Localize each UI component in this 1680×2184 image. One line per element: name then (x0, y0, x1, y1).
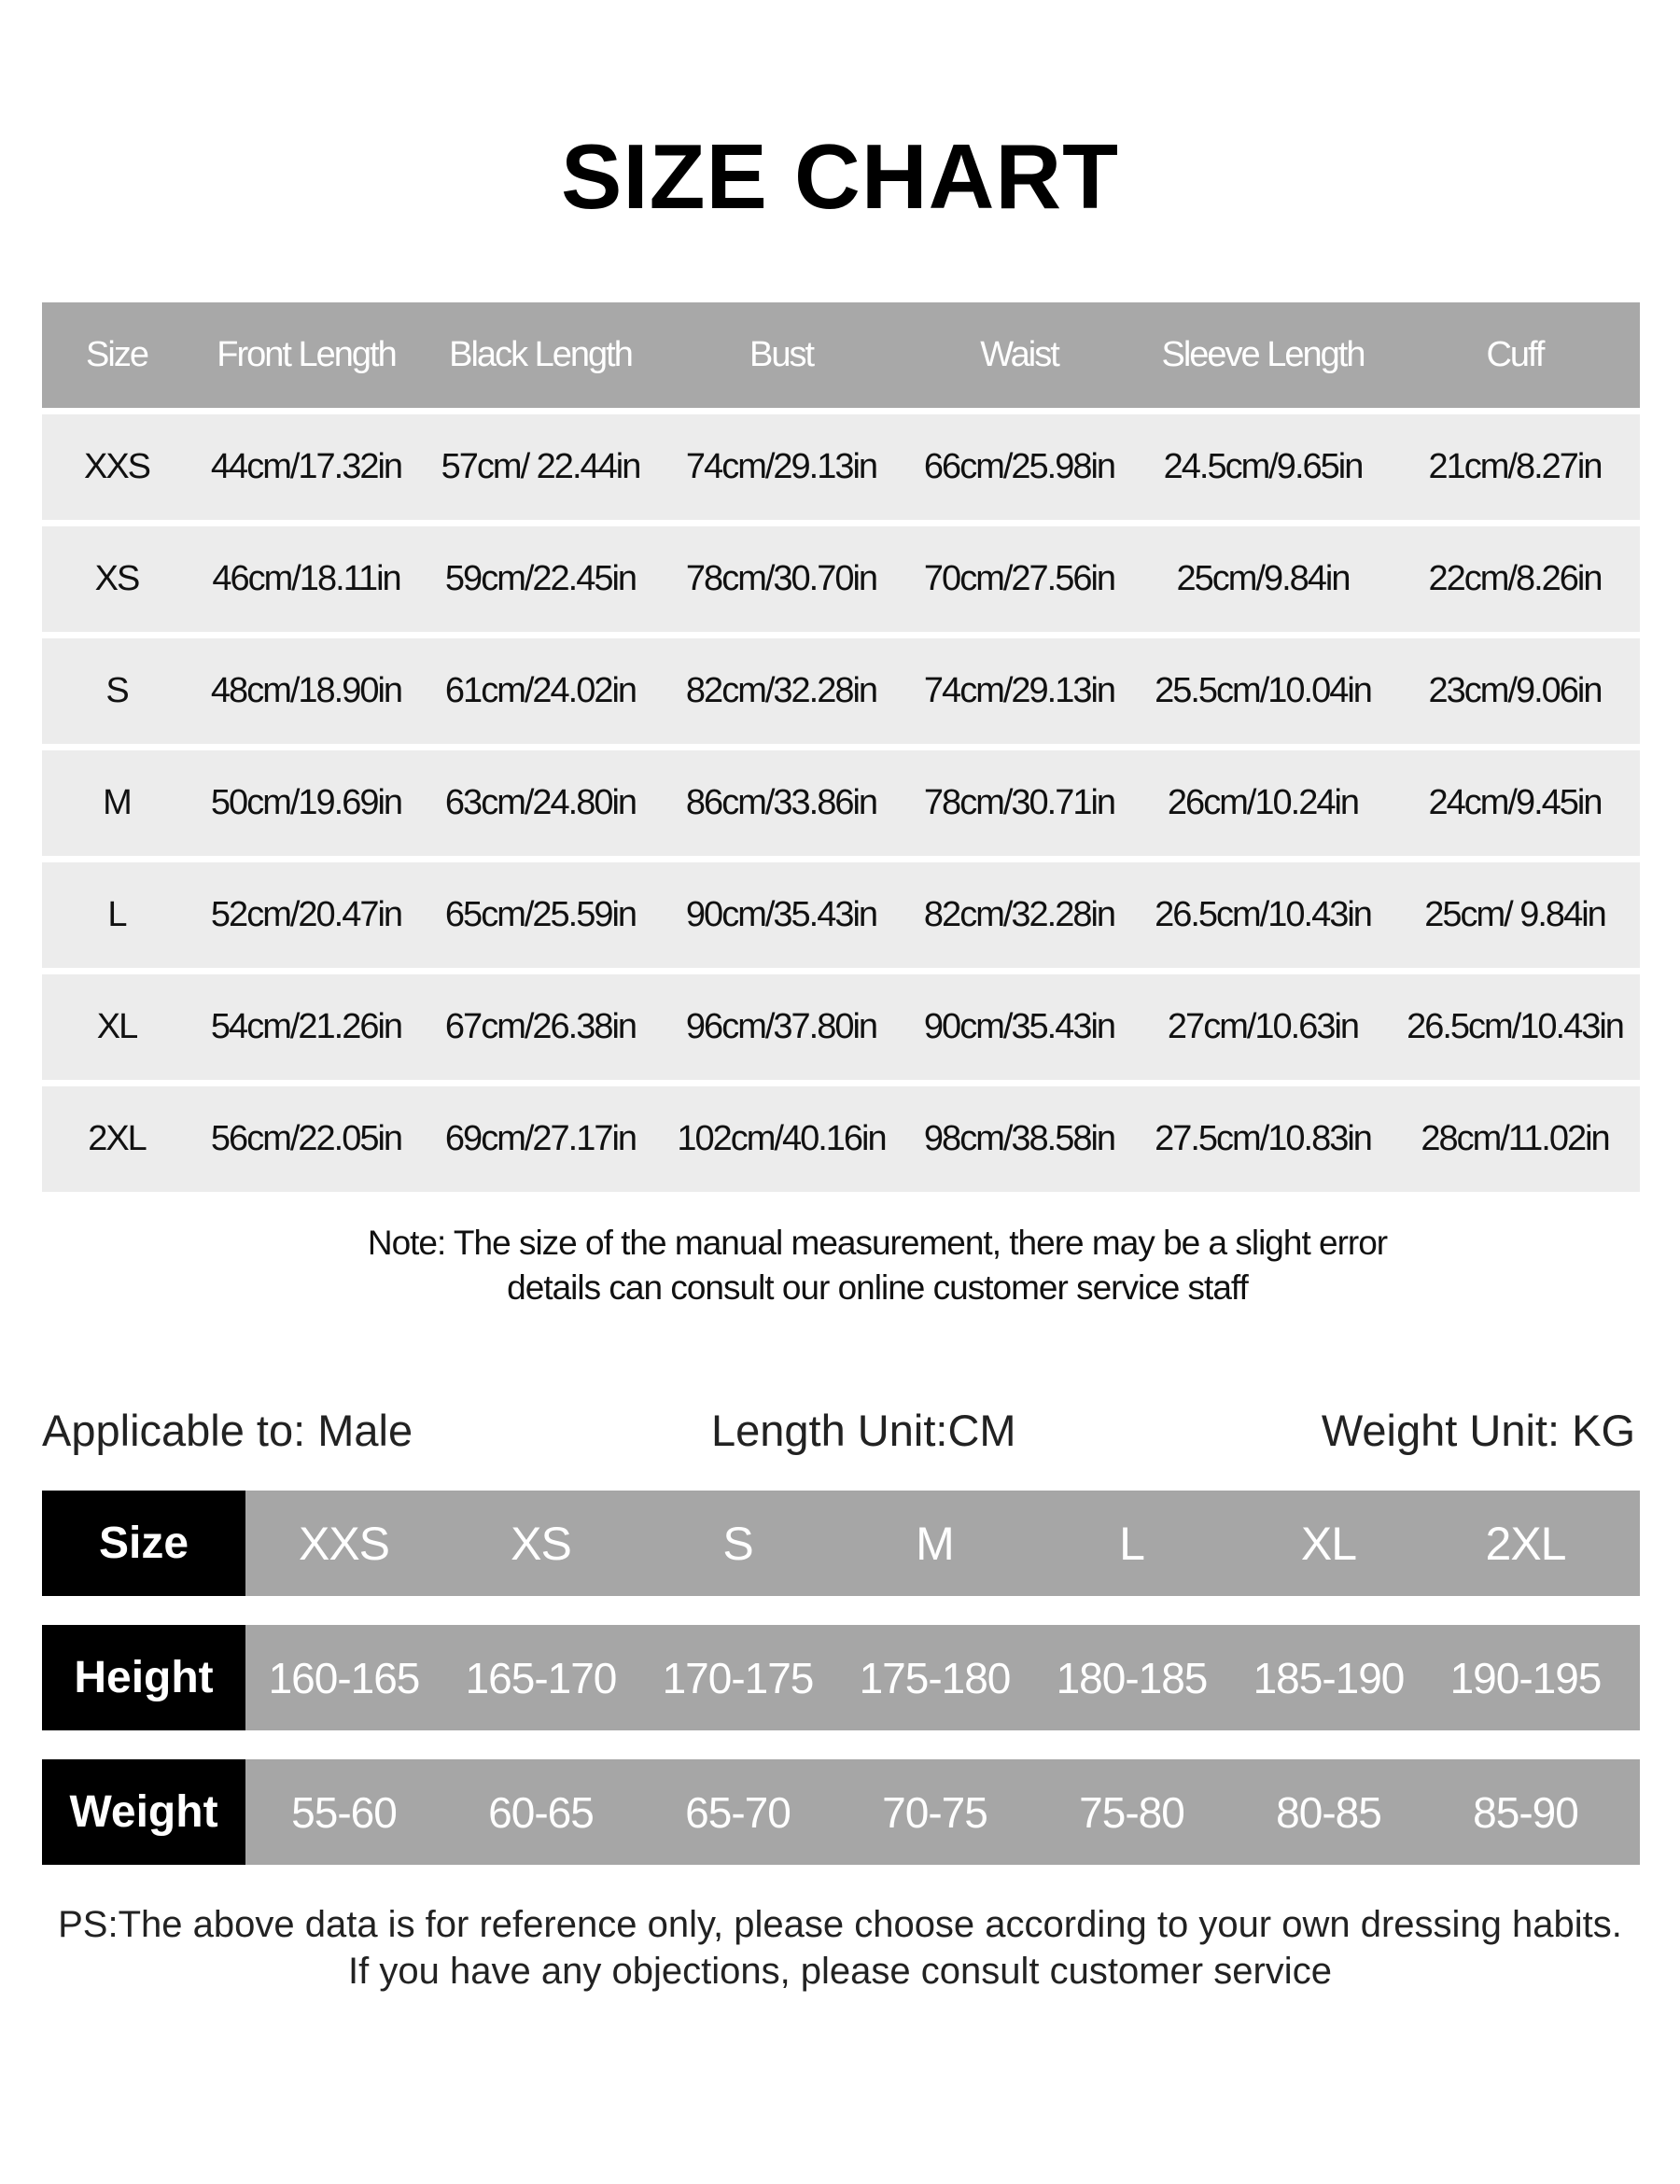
column-header-bust: Bust (749, 335, 814, 374)
column-header-back-length: Black Length (449, 335, 632, 374)
table-cell: 28cm/11.02in (1421, 1119, 1609, 1158)
measurement-note-line-2: details can consult our online customer service staff (507, 1268, 1248, 1307)
table-cell: 44cm/17.32in (210, 447, 402, 486)
height-cell: 175-180 (859, 1653, 1011, 1702)
table-row (42, 750, 1640, 856)
measurement-note-line-1: Note: The size of the manual measurement, there may be a slight error (367, 1224, 1388, 1262)
table-cell: L (107, 895, 126, 934)
table-cell: 96cm/37.80in (685, 1007, 877, 1046)
table-cell: 69cm/27.17in (444, 1119, 637, 1158)
height-cell: 165-170 (465, 1653, 617, 1702)
table-cell: 54cm/21.26in (210, 1007, 402, 1046)
height-cell: 160-165 (268, 1653, 420, 1702)
size-cell: XXS (298, 1517, 390, 1570)
weight-cell: 65-70 (685, 1787, 791, 1837)
table-cell: 50cm/19.69in (210, 783, 402, 822)
table-cell: 23cm/9.06in (1428, 671, 1602, 710)
table-row (42, 414, 1640, 520)
table-row (42, 862, 1640, 968)
row-label-height: Height (42, 1625, 245, 1730)
table-cell: 59cm/22.45in (444, 559, 637, 598)
column-header-waist: Waist (980, 335, 1058, 374)
table-cell: 74cm/29.13in (685, 447, 877, 486)
table-cell: 56cm/22.05in (210, 1119, 402, 1158)
table-cell: 65cm/25.59in (444, 895, 637, 934)
table-cell: 26cm/10.24in (1167, 783, 1359, 822)
table-cell: XS (94, 559, 139, 598)
table-cell: 25cm/9.84in (1176, 559, 1350, 598)
table-cell: 102cm/40.16in (677, 1119, 886, 1158)
table-cell: 98cm/38.58in (923, 1119, 1115, 1158)
disclaimer-line-2: If you have any objections, please consult customer service (348, 1951, 1332, 1992)
height-cell: 180-185 (1056, 1653, 1208, 1702)
weight-cell: 85-90 (1473, 1787, 1578, 1837)
table-header-row (42, 302, 1640, 408)
table-cell: 61cm/24.02in (444, 671, 637, 710)
height-cell: 190-195 (1449, 1653, 1602, 1702)
table-cell: 86cm/33.86in (685, 783, 877, 822)
table-cell: 22cm/8.26in (1428, 559, 1602, 598)
table-cell: 52cm/20.47in (210, 895, 402, 934)
column-header-sleeve-length: Sleeve Length (1161, 335, 1365, 374)
table-cell: 78cm/30.71in (923, 783, 1115, 822)
table-cell: 67cm/26.38in (444, 1007, 637, 1046)
body-weight-row (42, 1759, 1640, 1865)
table-row (42, 526, 1640, 632)
table-cell: 24.5cm/9.65in (1163, 447, 1363, 486)
size-cell: L (1119, 1517, 1144, 1570)
weight-unit-label: Weight Unit: KG (1321, 1406, 1635, 1455)
table-cell: 46cm/18.11in (212, 559, 400, 598)
table-cell: 90cm/35.43in (685, 895, 877, 934)
row-label-weight: Weight (42, 1759, 245, 1865)
row-label-size: Size (42, 1491, 245, 1596)
table-cell: 2XL (88, 1119, 146, 1158)
page-title: SIZE CHART (561, 125, 1119, 228)
table-cell: 26.5cm/10.43in (1407, 1007, 1623, 1046)
table-cell: 27.5cm/10.83in (1155, 1119, 1371, 1158)
body-height-row (42, 1625, 1640, 1730)
size-cell: M (916, 1517, 954, 1570)
size-cell: XL (1300, 1517, 1357, 1570)
table-cell: 82cm/32.28in (923, 895, 1115, 934)
weight-cell: 80-85 (1276, 1787, 1381, 1837)
column-header-size: Size (86, 335, 147, 374)
table-cell: 66cm/25.98in (923, 447, 1115, 486)
table-cell: 90cm/35.43in (923, 1007, 1115, 1046)
table-row (42, 1086, 1640, 1192)
table-cell: 25.5cm/10.04in (1155, 671, 1371, 710)
table-cell: 27cm/10.63in (1167, 1007, 1359, 1046)
table-cell: 24cm/9.45in (1428, 783, 1602, 822)
table-cell: 48cm/18.90in (210, 671, 402, 710)
size-cell: XS (511, 1517, 571, 1570)
table-row (42, 974, 1640, 1080)
weight-cell: 55-60 (291, 1787, 397, 1837)
body-size-row (42, 1491, 1640, 1596)
table-cell: 26.5cm/10.43in (1155, 895, 1371, 934)
size-cell: 2XL (1485, 1517, 1566, 1570)
column-header-front-length: Front Length (217, 335, 396, 374)
weight-cell: 75-80 (1079, 1787, 1184, 1837)
table-cell: XXS (83, 447, 150, 486)
height-cell: 185-190 (1253, 1653, 1405, 1702)
weight-cell: 60-65 (488, 1787, 594, 1837)
table-cell: XL (96, 1007, 137, 1046)
table-cell: S (105, 671, 128, 710)
weight-cell: 70-75 (882, 1787, 987, 1837)
length-unit-label: Length Unit:CM (711, 1406, 1016, 1455)
measurement-table (42, 302, 1640, 1198)
table-cell: M (103, 783, 131, 822)
table-cell: 21cm/8.27in (1428, 447, 1602, 486)
table-cell: 78cm/30.70in (685, 559, 877, 598)
table-cell: 63cm/24.80in (444, 783, 637, 822)
table-cell: 57cm/ 22.44in (441, 447, 640, 486)
table-cell: 82cm/32.28in (685, 671, 877, 710)
height-cell: 170-175 (662, 1653, 814, 1702)
table-row (42, 638, 1640, 744)
column-header-cuff: Cuff (1486, 335, 1544, 374)
table-cell: 25cm/ 9.84in (1424, 895, 1605, 934)
table-cell: 70cm/27.56in (923, 559, 1115, 598)
disclaimer-line-1: PS:The above data is for reference only, please choose according to your own dressing habits. (58, 1904, 1622, 1945)
table-cell: 74cm/29.13in (923, 671, 1115, 710)
applicable-label: Applicable to: Male (42, 1406, 413, 1455)
size-cell: S (722, 1517, 753, 1570)
